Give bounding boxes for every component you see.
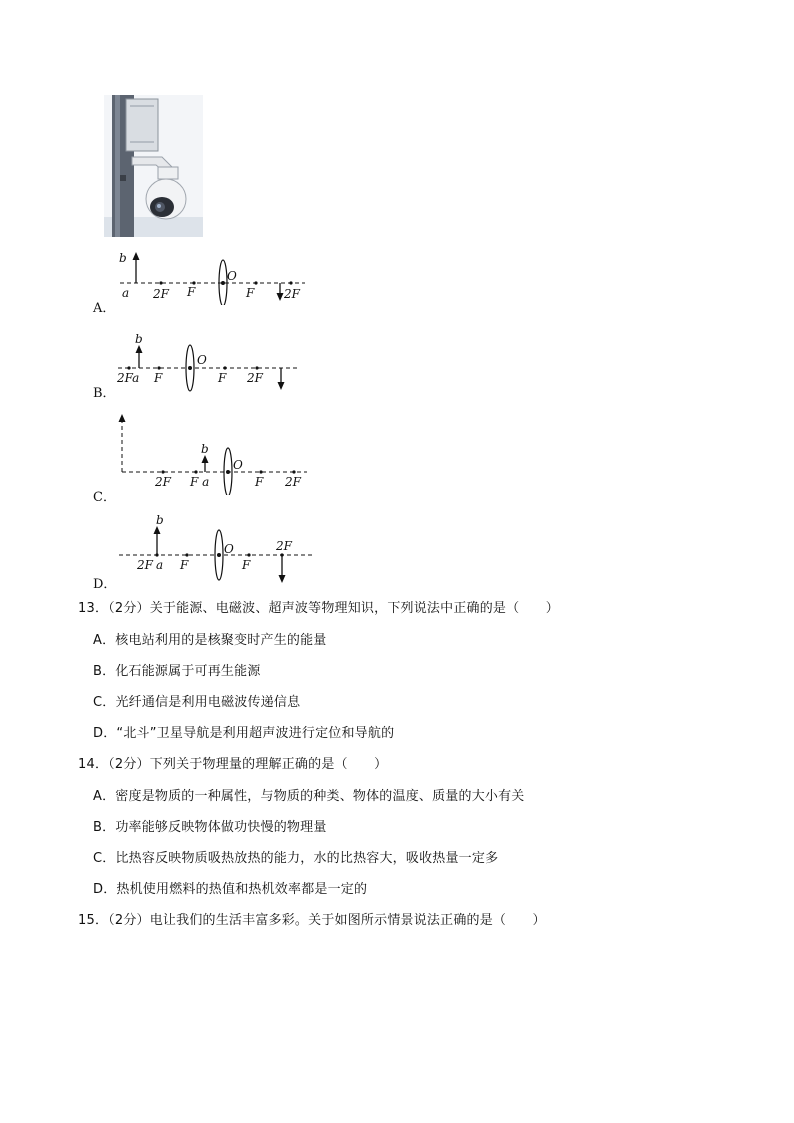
lens-diagram-b [115,330,315,395]
label-b: b [156,513,164,527]
label-f-right: F [242,558,251,572]
diagram-option-d-letter: D． [93,577,117,592]
label-f-right: F [218,371,227,385]
security-camera-photo [104,95,203,237]
label-o: O [224,542,234,556]
label-2f-right: 2F [276,539,292,553]
label-f-right: F [246,286,255,300]
label-b: b [135,332,143,346]
question-14-option-a: A．密度是物质的一种属性，与物质的种类、物体的温度、质量的大小有关 [93,789,525,804]
label-f-left: F [154,371,163,385]
lens-diagram-d [115,510,320,585]
label-b: b [119,251,127,265]
label-2f-right: 2F [285,475,301,489]
label-2f-right: 2F [284,287,300,301]
question-14-option-c: C．比热容反映物质吸热放热的能力，水的比热容大，吸收热量一定多 [93,851,499,866]
label-fa: F a [190,475,210,489]
label-o: O [227,269,237,283]
label-o: O [197,353,207,367]
diagram-option-c-letter: C． [93,490,116,505]
question-13-option-c: C．光纤通信是利用电磁波传递信息 [93,695,301,710]
label-2f-left: 2F [137,558,153,572]
label-f-left: F [187,285,196,299]
question-13-option-a: A．核电站利用的是核聚变时产生的能量 [93,633,327,648]
label-a: a [122,286,130,300]
label-f-right: F [255,475,264,489]
question-13-option-b: B．化石能源属于可再生能源 [93,664,261,679]
label-f-left: F [180,558,189,572]
label-2f-right: 2F [247,371,263,385]
label-2f-left: 2F [155,475,171,489]
label-2f-left: 2F [153,287,169,301]
label-a: a [156,558,164,572]
label-2fa: 2Fa [117,371,140,385]
question-14-option-d: D．热机使用燃料的热值和热机效率都是一定的 [93,882,368,897]
question-14-stem: 14．（2分）下列关于物理量的理解正确的是（ ） [78,757,388,772]
lens-diagram-c [115,410,315,495]
diagram-option-b-letter: B． [93,386,116,401]
label-b: b [201,442,209,456]
lens-diagram-a [115,250,315,305]
question-13-option-d: D．“北斗”卫星导航是利用超声波进行定位和导航的 [93,726,395,741]
question-15-stem: 15．（2分）电让我们的生活丰富多彩。关于如图所示情景说法正确的是（ ） [78,913,546,928]
question-14-option-b: B．功率能够反映物体做功快慢的物理量 [93,820,327,835]
label-o: O [233,458,243,472]
diagram-option-a-letter: A． [93,301,116,316]
question-13-stem: 13．（2分）关于能源、电磁波、超声波等物理知识，下列说法中正确的是（ ） [78,601,559,616]
